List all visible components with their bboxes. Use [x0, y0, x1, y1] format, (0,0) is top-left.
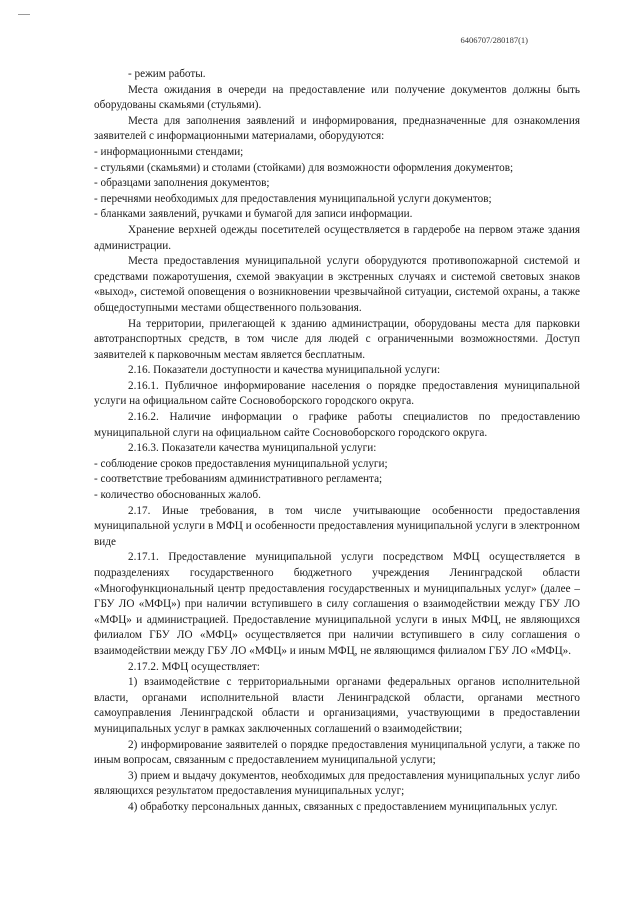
paragraph: 2.17.2. МФЦ осуществляет:: [128, 660, 260, 673]
paragraph: 2.16.1. Публичное информирование населения о порядке предоставления муниципальной услуги на официальном сайте Сосновоборского городского округа.: [94, 379, 580, 408]
paragraph: Места предоставления муниципальной услуги оборудуются противопожарной системой и средствами пожаротушения, схемой эвакуации в экстренных случаях и системой световых знаков «выход», системой оповещения о возникновении чрезвычайной ситуации, системой охраны, а также общедоступными местами общественного пользования.: [94, 255, 580, 314]
list-item: - информационными стендами;: [94, 145, 244, 158]
document-body: [94, 67, 580, 816]
list-item: - образцами заполнения документов;: [94, 177, 270, 190]
paragraph: Места для заполнения заявлений и информирования, предназначенные для ознакомления заявителей с информационными материалами, оборудуются:: [94, 114, 580, 143]
paragraph: 2) информирование заявителей о порядке предоставления муниципальной услуги, а также по иным вопросам, связанным с предоставлением муниципальной услуги;: [94, 738, 580, 767]
paragraph: 1) взаимодействие с территориальными органами федеральных органов исполнительной власти, органами исполнительной власти Ленинградской области, органами местного самоуправления Ленинградской области и организациями, участвующими в предоставлении муниципальных услуг в рамках заключенных соглашений о взаимодействии;: [94, 676, 580, 735]
paragraph: 2.16.3. Показатели качества муниципальной услуги:: [128, 442, 377, 455]
scan-corner-mark: [18, 14, 30, 15]
paragraph: Места ожидания в очереди на предоставление или получение документов должны быть оборудованы скамьями (стульями).: [94, 83, 580, 112]
list-item: - соответствие требованиям административного регламента;: [94, 473, 383, 486]
paragraph: 3) прием и выдачу документов, необходимых для предоставления муниципальных услуг либо являющихся результатом предоставления муниципальных услуг;: [94, 769, 580, 798]
paragraph: 4) обработку персональных данных, связанных с предоставлением муниципальных услуг.: [128, 800, 558, 813]
paragraph: На территории, прилегающей к зданию администрации, оборудованы места для парковки автотранспортных средств, в том числе для людей с ограниченными возможностями. Доступ заявителей к парковочным местам является бесплатным.: [94, 317, 580, 361]
document-number: 6406707/280187(1): [460, 35, 528, 45]
paragraph: 2.17.1. Предоставление муниципальной услуги посредством МФЦ осуществляется в подразделениях государственного бюджетного учреждения Ленинградской области «Многофункциональный центр предоставления государственных и муниципальных услуг» (далее – ГБУ ЛО «МФЦ») при наличии вступившего в силу соглашения о взаимодействии между ГБУ ЛО «МФЦ» и администрацией. Предоставление муниципальной услуги в иных МФЦ, не являющихся филиалом ГБУ ЛО «МФЦ» осуществляется при наличии вступившего в силу соглашения о взаимодействии между ГБУ ЛО «МФЦ» и иным МФЦ, не являющимся филиалом ГБУ ЛО «МФЦ».: [94, 551, 580, 657]
section-heading: 2.16. Показатели доступности и качества муниципальной услуги:: [128, 364, 441, 377]
list-item: - соблюдение сроков предоставления муниципальной услуги;: [94, 457, 388, 470]
paragraph: Хранение верхней одежды посетителей осуществляется в гардеробе на первом этаже здания администрации.: [94, 223, 580, 252]
list-item: - количество обоснованных жалоб.: [94, 489, 261, 502]
list-item: - бланками заявлений, ручками и бумагой для записи информации.: [94, 208, 413, 221]
paragraph: 2.16.2. Наличие информации о графике работы специалистов по предоставлению муниципальной слуги на официальном сайте Сосновоборского городского округа.: [94, 411, 580, 439]
paragraph: - режим работы.: [128, 68, 206, 80]
list-item: - перечнями необходимых для предоставления муниципальной услуги документов;: [94, 192, 492, 205]
list-item: - стульями (скамьями) и столами (стойками) для возможности оформления документов;: [94, 161, 514, 174]
section-heading: 2.17. Иные требования, в том числе учитывающие особенности предоставления муниципальной услуги в МФЦ и особенности предоставления муниципальной услуги в электронном виде: [94, 504, 580, 548]
